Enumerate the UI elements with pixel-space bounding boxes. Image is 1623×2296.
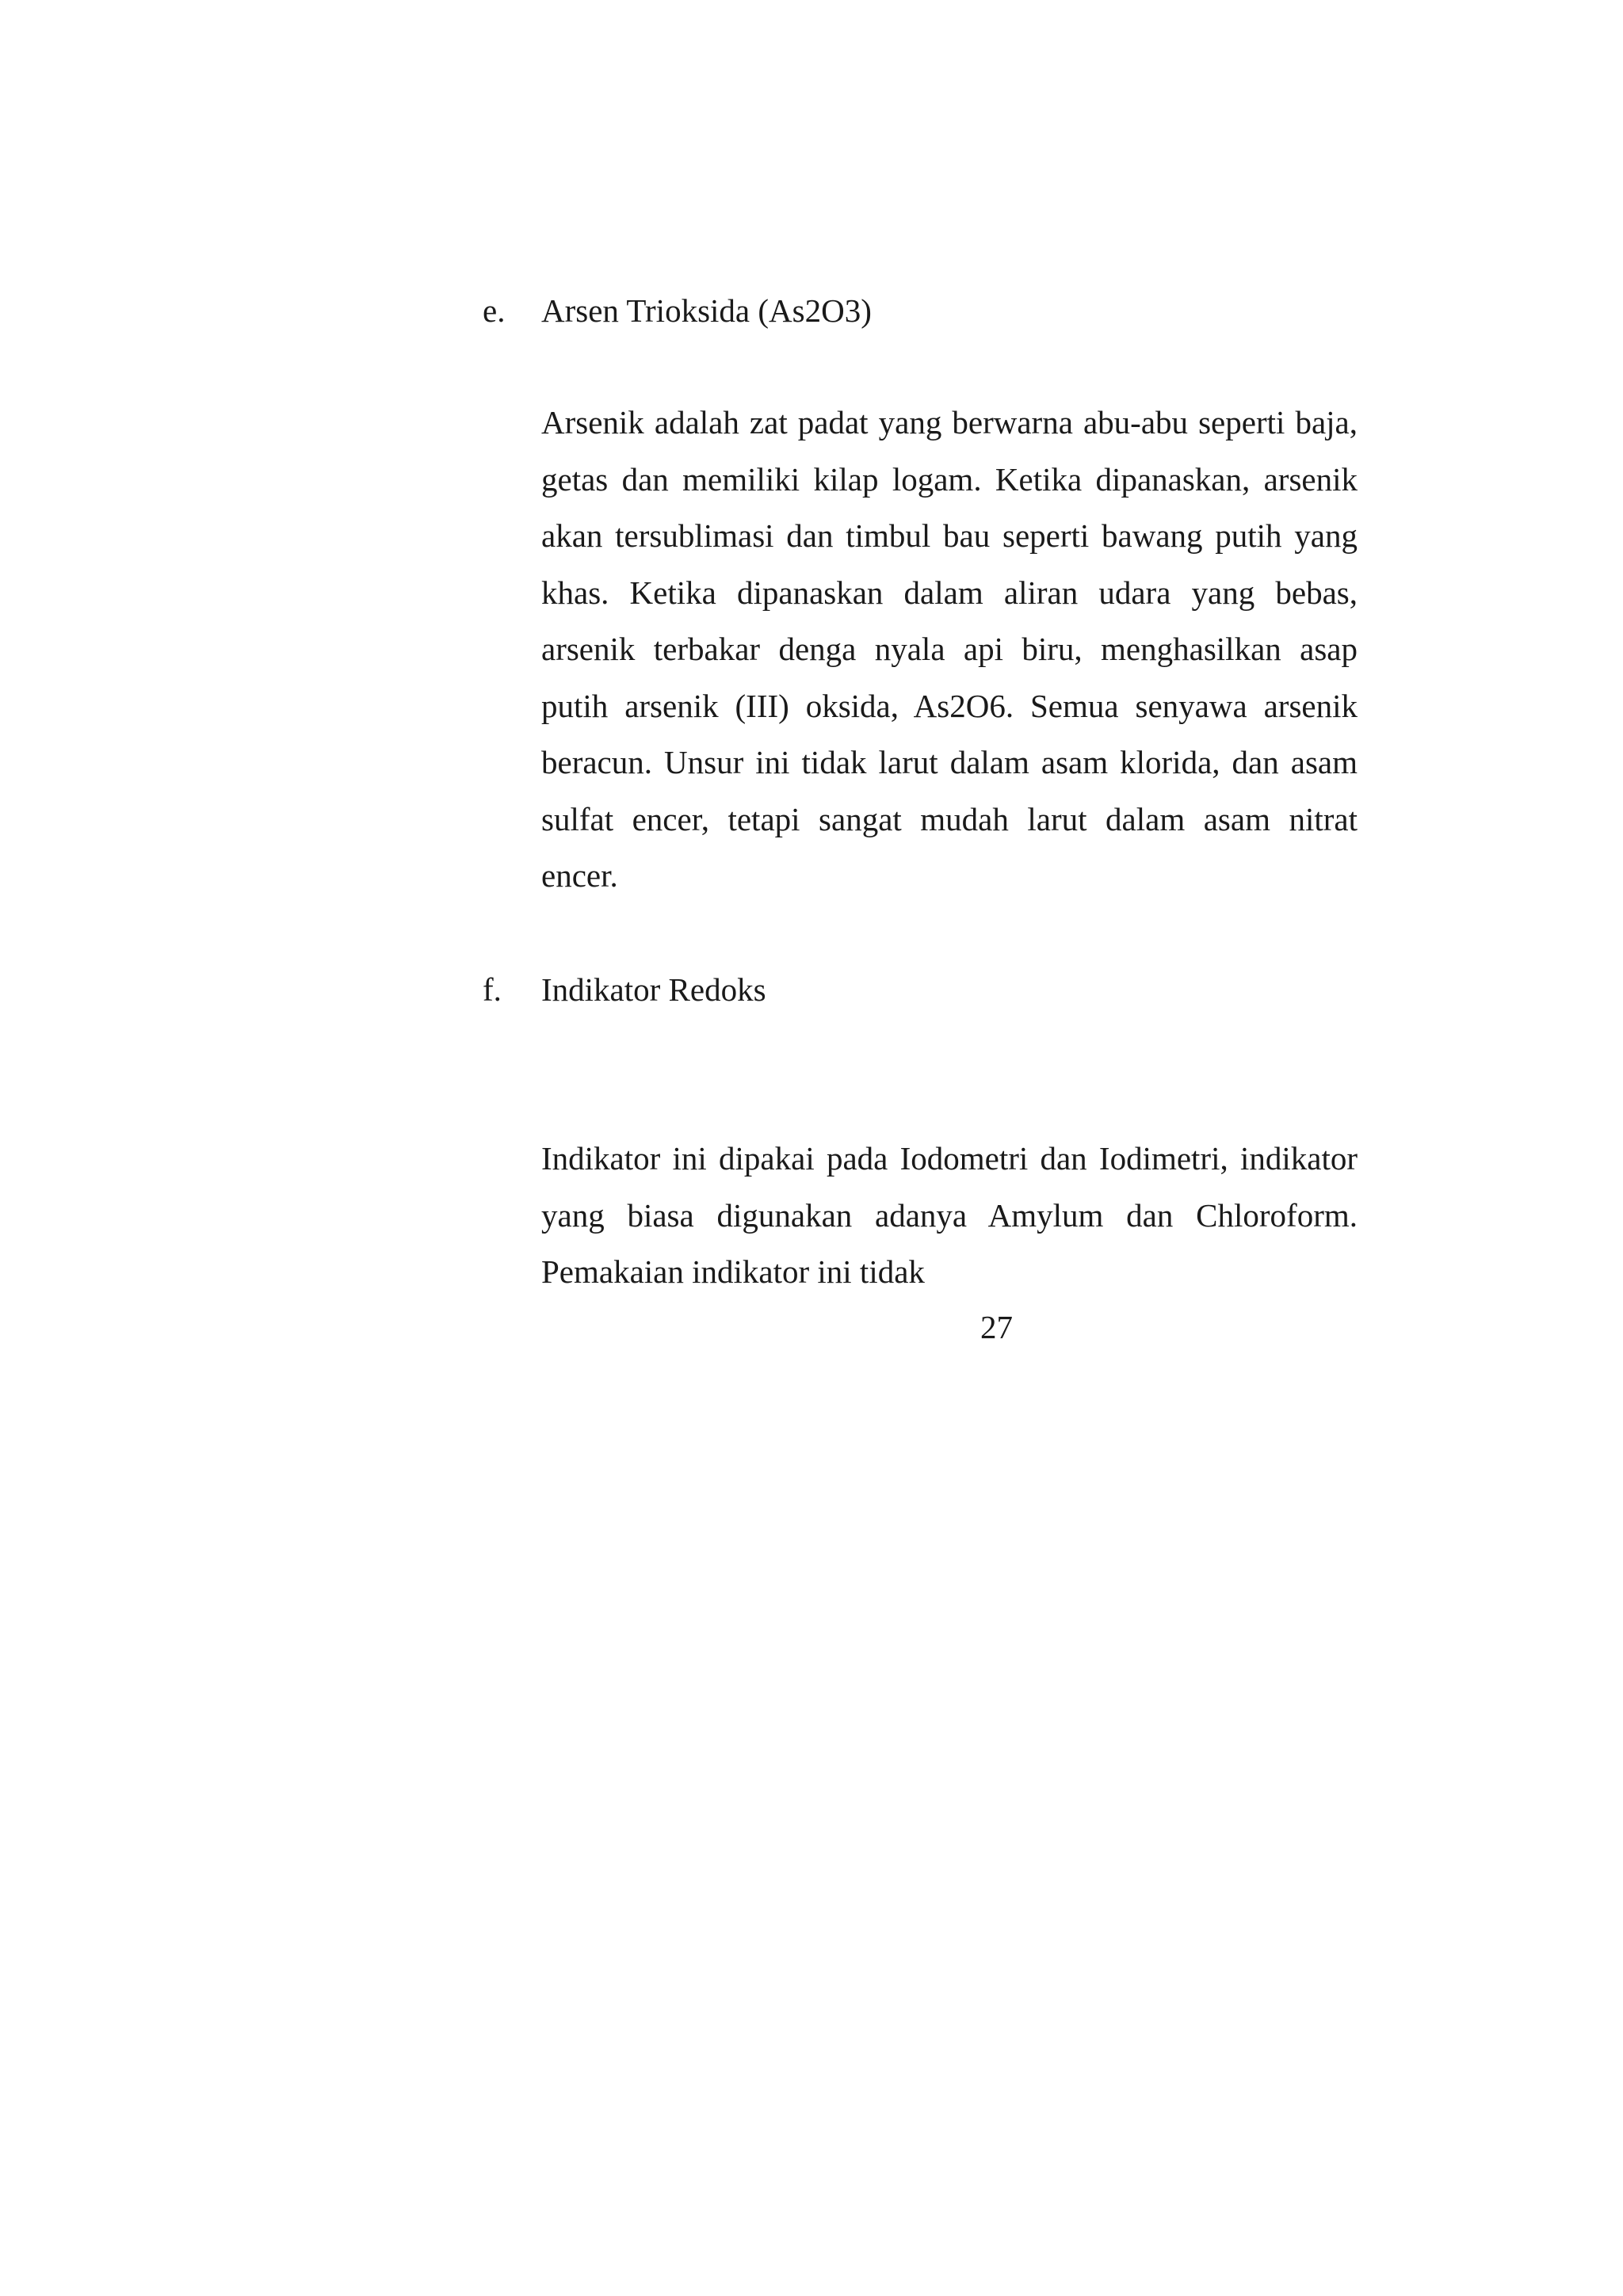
- section-marker: e.: [483, 292, 506, 329]
- section-title: Arsen Trioksida (As2O3): [541, 292, 872, 329]
- section-paragraph: Arsenik adalah zat padat yang berwarna abu-abu seperti baja, getas dan memiliki kilap logam. Ketika dipanaskan, arsenik akan tersublimasi dan timbul bau seperti bawang putih yang khas. Ketika dipanaskan dalam aliran udara yang bebas, arsenik terbakar denga nyala api biru, menghasilkan asap putih arsenik (III) oksida, As2O6. Semua senyawa arsenik beracun. Unsur ini tidak larut dalam asam klorida, dan asam sulfat encer, tetapi sangat mudah larut dalam asam nitrat encer.: [541, 404, 1358, 894]
- section-title: Indikator Redoks: [541, 971, 766, 1008]
- section-paragraph: Indikator ini dipakai pada Iodometri dan Iodimetri, indikator yang biasa digunakan adanya Amylum dan Chloroform. Pemakaian indikator ini tidak: [541, 1140, 1358, 1290]
- section-marker: f.: [483, 971, 502, 1008]
- page-number: 27: [980, 1309, 1013, 1345]
